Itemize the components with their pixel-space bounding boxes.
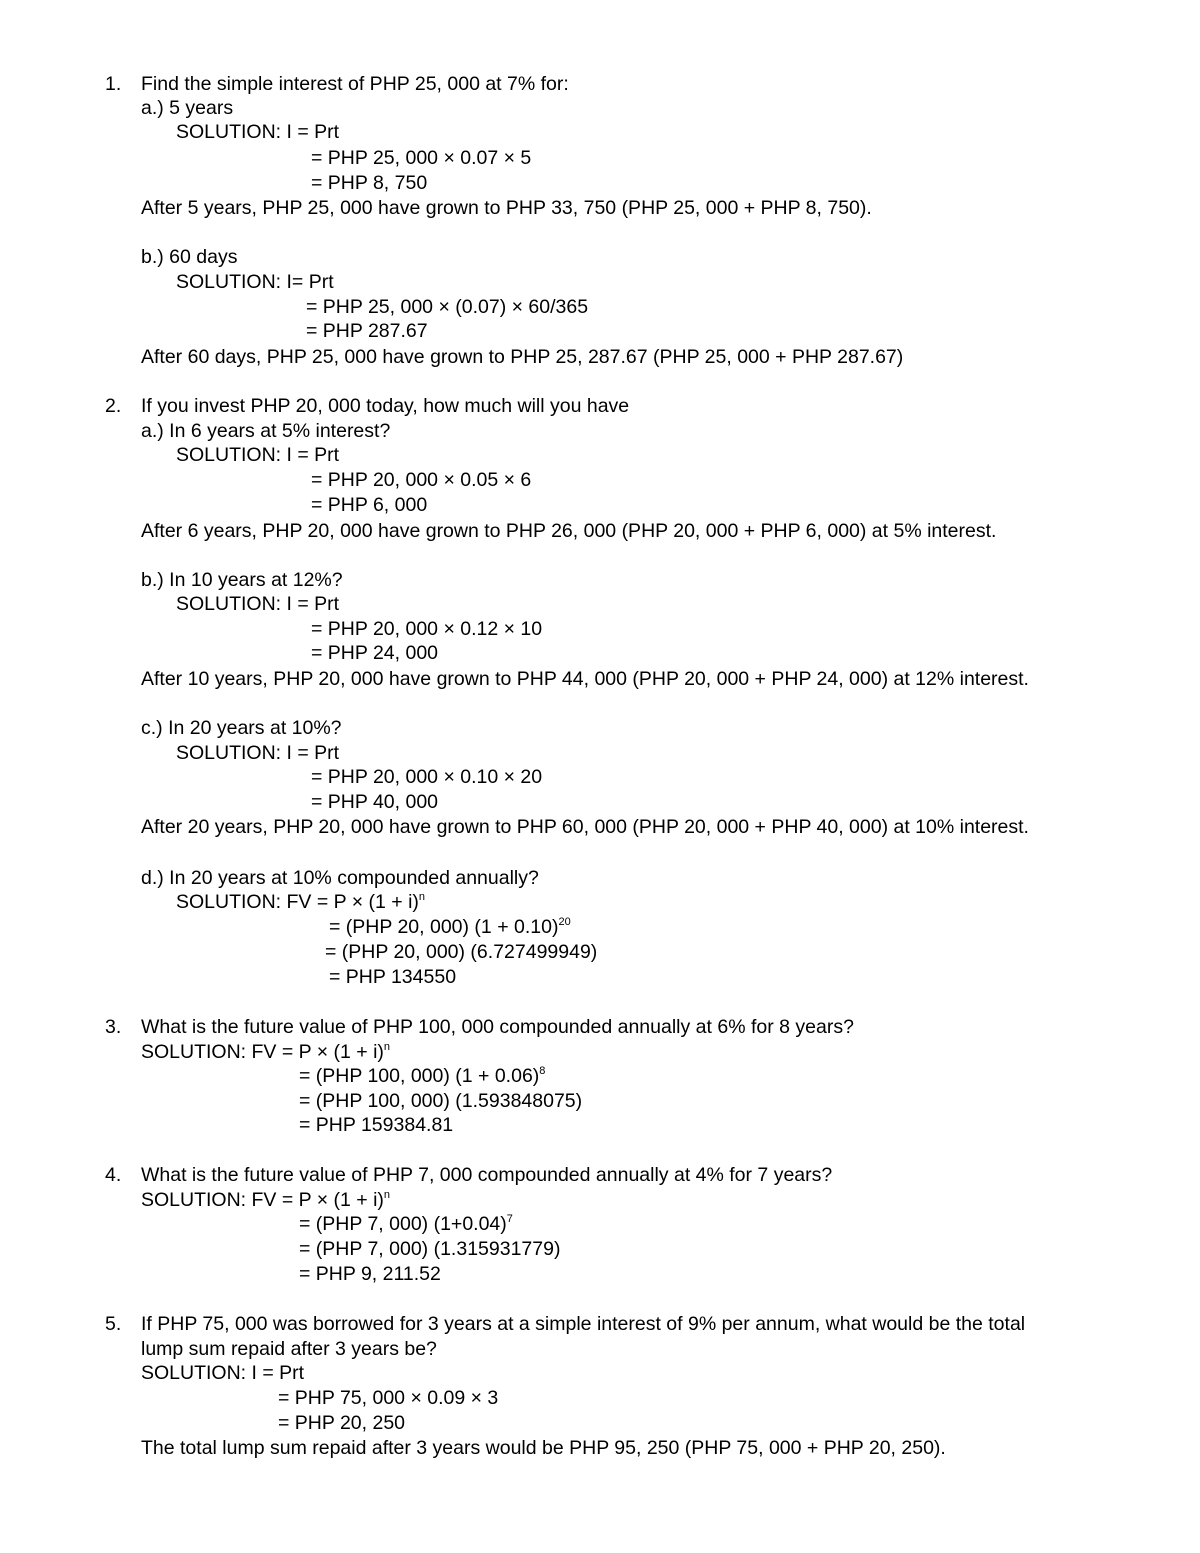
part-label: c.) In 20 years at 10%? — [141, 717, 342, 739]
problem-question: If you invest PHP 20, 000 today, how much will you have — [141, 395, 630, 417]
solution-step: = PHP 20, 000 × 0.12 × 10 — [311, 618, 543, 640]
conclusion-text: The total lump sum repaid after 3 years would be PHP 95, 250 (PHP 75, 000 + PHP 20, 250). — [141, 1437, 946, 1459]
solution-step-text: = (PHP 100, 000) (1 + 0.06) — [299, 1065, 540, 1087]
exponent: n — [383, 1041, 391, 1053]
exponent: 7 — [506, 1213, 513, 1225]
solution-step — [299, 1064, 545, 1088]
problem-number: 5. — [105, 1313, 122, 1335]
solution-formula: SOLUTION: I= Prt — [176, 271, 334, 293]
solution-step: = (PHP 7, 000) (1.315931779) — [299, 1238, 561, 1260]
solution-step-text: = (PHP 7, 000) (1+0.04) — [299, 1213, 507, 1235]
solution-step: = PHP 6, 000 — [311, 494, 428, 516]
solution-step: = PHP 40, 000 — [311, 791, 439, 813]
solution-step: = PHP 134550 — [329, 966, 457, 988]
conclusion-text: After 60 days, PHP 25, 000 have grown to PHP 25, 287.67 (PHP 25, 000 + PHP 287.67) — [141, 346, 904, 368]
solution-step: = PHP 20, 000 × 0.10 × 20 — [311, 766, 543, 788]
solution-step — [329, 915, 571, 939]
part-label: a.) 5 years — [141, 97, 234, 119]
solution-step: = PHP 9, 211.52 — [299, 1263, 441, 1285]
conclusion-text: After 6 years, PHP 20, 000 have grown to PHP 26, 000 (PHP 20, 000 + PHP 6, 000) at 5% interest. — [141, 520, 997, 542]
problem-number: 2. — [105, 395, 122, 417]
part-label: b.) In 10 years at 12%? — [141, 569, 343, 591]
solution-step: = PHP 25, 000 × 0.07 × 5 — [311, 147, 532, 169]
conclusion-text: After 5 years, PHP 25, 000 have grown to PHP 33, 750 (PHP 25, 000 + PHP 8, 750). — [141, 197, 872, 219]
solution-step: = (PHP 100, 000) (1.593848075) — [299, 1090, 583, 1112]
problem-question: What is the future value of PHP 100, 000 compounded annually at 6% for 8 years? — [141, 1016, 854, 1038]
part-label: d.) In 20 years at 10% compounded annually? — [141, 867, 539, 889]
solution-formula: SOLUTION: I = Prt — [176, 444, 340, 466]
solution-step: = PHP 287.67 — [306, 320, 428, 342]
conclusion-text: After 20 years, PHP 20, 000 have grown to PHP 60, 000 (PHP 20, 000 + PHP 40, 000) at 10% interest. — [141, 816, 1029, 838]
conclusion-text: After 10 years, PHP 20, 000 have grown to PHP 44, 000 (PHP 20, 000 + PHP 24, 000) at 12% interest. — [141, 668, 1029, 690]
solution-formula: SOLUTION: I = Prt — [176, 742, 340, 764]
solution-step: = PHP 24, 000 — [311, 642, 439, 664]
solution-formula — [141, 1188, 390, 1212]
solution-step: = PHP 25, 000 × (0.07) × 60/365 — [306, 296, 589, 318]
solution-step: = PHP 159384.81 — [299, 1114, 454, 1136]
problem-number: 1. — [105, 73, 122, 95]
solution-formula: SOLUTION: I = Prt — [141, 1362, 305, 1384]
solution-step: = PHP 8, 750 — [311, 172, 428, 194]
solution-step: = PHP 20, 000 × 0.05 × 6 — [311, 469, 532, 491]
problem-question-continued: lump sum repaid after 3 years be? — [141, 1338, 437, 1360]
problem-question: What is the future value of PHP 7, 000 compounded annually at 4% for 7 years? — [141, 1164, 833, 1186]
problem-number: 3. — [105, 1016, 122, 1038]
exponent: 20 — [558, 916, 571, 928]
part-label: a.) In 6 years at 5% interest? — [141, 420, 391, 442]
solution-step: = PHP 75, 000 × 0.09 × 3 — [278, 1387, 499, 1409]
solution-formula: SOLUTION: I = Prt — [176, 593, 340, 615]
solution-step: = PHP 20, 250 — [278, 1412, 406, 1434]
problem-question: If PHP 75, 000 was borrowed for 3 years at a simple interest of 9% per annum, what would be the total — [141, 1313, 1026, 1335]
problem-question: Find the simple interest of PHP 25, 000 at 7% for: — [141, 73, 569, 95]
solution-formula — [176, 890, 425, 914]
part-label: b.) 60 days — [141, 246, 238, 268]
solution-step — [299, 1212, 513, 1236]
solution-step-text: = (PHP 20, 000) (1 + 0.10) — [329, 916, 559, 938]
solution-formula: SOLUTION: I = Prt — [176, 121, 340, 143]
exponent: 8 — [539, 1065, 546, 1077]
exponent: n — [383, 1189, 391, 1201]
solution-formula — [141, 1040, 390, 1064]
solution-formula-text: SOLUTION: FV = P × (1 + i) — [176, 891, 419, 913]
solution-step: = (PHP 20, 000) (6.727499949) — [325, 941, 598, 963]
exponent: n — [418, 891, 426, 903]
problem-number: 4. — [105, 1164, 122, 1186]
solution-formula-text: SOLUTION: FV = P × (1 + i) — [141, 1189, 384, 1211]
solution-formula-text: SOLUTION: FV = P × (1 + i) — [141, 1041, 384, 1063]
